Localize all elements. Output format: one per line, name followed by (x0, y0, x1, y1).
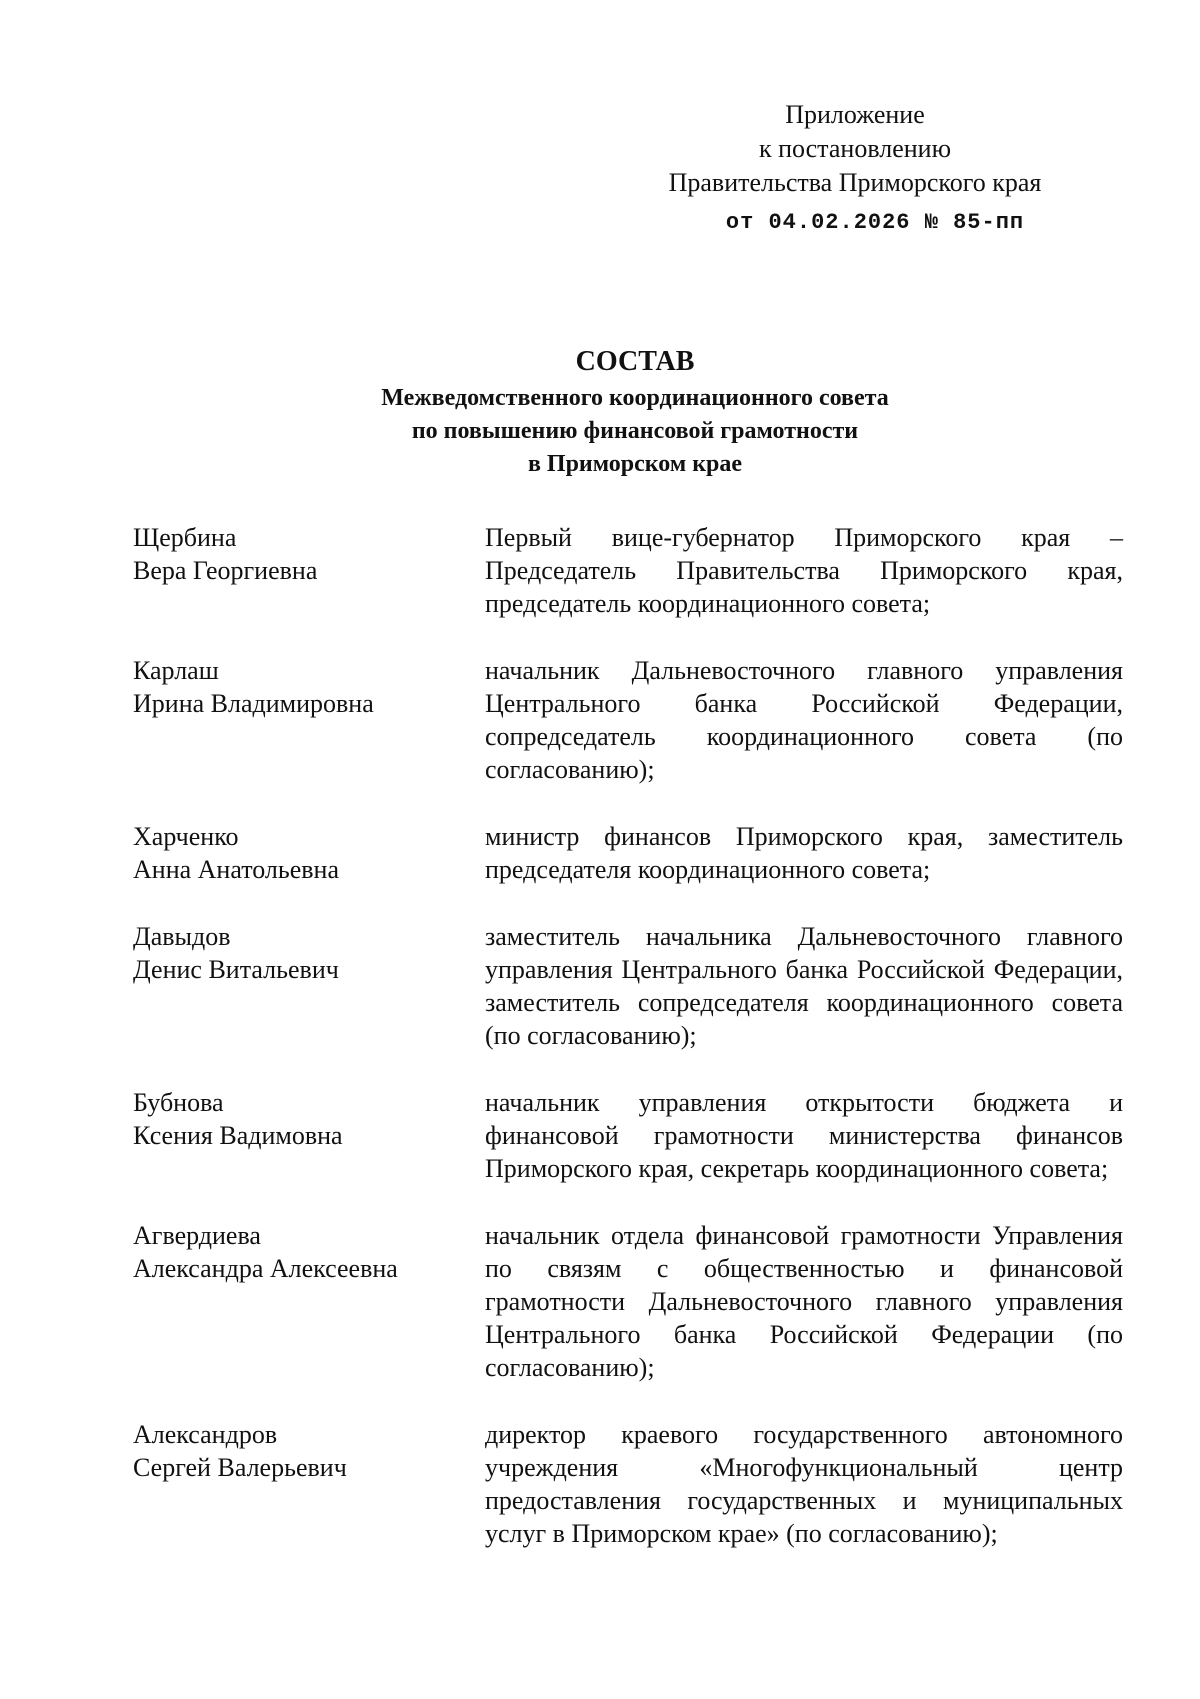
member-entry (133, 920, 1123, 1052)
member-name (133, 521, 485, 620)
member-role: начальник отдела финансовой грамотности Управления по связям с общественностью и финансовой грамотности Дальневосточного главного управления Центрального банка Российской Федерации (по согласованию); (485, 1221, 1123, 1382)
member-surname: Александров (133, 1420, 278, 1449)
member-given-name: Денис Витальевич (133, 955, 339, 984)
document-title (130, 342, 1140, 481)
member-given-name: Сергей Валерьевич (133, 1453, 347, 1482)
member-surname: Бубнова (133, 1088, 224, 1117)
appendix-header (600, 98, 1110, 240)
member-surname: Щербина (133, 523, 237, 552)
member-surname: Давыдов (133, 922, 231, 951)
member-surname: Карлаш (133, 656, 219, 685)
member-name (133, 1219, 485, 1384)
member-given-name: Александра Алексеевна (133, 1254, 398, 1283)
member-given-name: Вера Георгиевна (133, 556, 318, 585)
title-line-3: в Приморском крае (527, 451, 743, 477)
title-heading: СОСТАВ (575, 346, 695, 377)
appendix-line-2: к постановлению (758, 134, 952, 163)
member-list (133, 521, 1123, 1584)
member-surname: Агвердиева (133, 1221, 261, 1250)
title-line-1: Межведомственного координационного совета (381, 385, 889, 411)
member-role: министр финансов Приморского края, заместитель председателя координационного совета; (485, 822, 1123, 884)
member-role: Первый вице-губернатор Приморского края – Председатель Правительства Приморского края, председатель координационного совета; (485, 523, 1123, 618)
member-surname: Харченко (133, 822, 239, 851)
member-given-name: Ирина Владимировна (133, 689, 374, 718)
member-entry (133, 1418, 1123, 1550)
member-name (133, 920, 485, 1052)
appendix-line-3: Правительства Приморского края (668, 168, 1042, 197)
member-name (133, 1086, 485, 1185)
decree-date-number: от 04.02.2026 № 85-пп (725, 210, 1025, 235)
member-role: начальник Дальневосточного главного управления Центрального банка Российской Федерации, сопредседатель координационного совета (по согласованию); (485, 656, 1123, 784)
member-role: начальник управления открытости бюджета и финансовой грамотности министерства финансов Приморского края, секретарь координационного совета; (485, 1088, 1123, 1183)
member-entry (133, 654, 1123, 786)
member-role: заместитель начальника Дальневосточного главного управления Центрального банка Российской Федерации, заместитель сопредседателя координационного совета (по согласованию); (485, 922, 1123, 1050)
member-given-name: Ксения Вадимовна (133, 1121, 343, 1150)
member-name (133, 1418, 485, 1550)
member-name (133, 820, 485, 886)
member-name (133, 654, 485, 786)
appendix-line-1: Приложение (785, 100, 925, 129)
member-entry (133, 521, 1123, 620)
member-entry (133, 1219, 1123, 1384)
member-role: директор краевого государственного автономного учреждения «Многофункциональный центр предоставления государственных и муниципальных услуг в Приморском крае» (по согласованию); (485, 1420, 1123, 1548)
member-given-name: Анна Анатольевна (133, 855, 339, 884)
member-entry (133, 820, 1123, 886)
title-line-2: по повышению финансовой грамотности (411, 418, 859, 444)
member-entry (133, 1086, 1123, 1185)
